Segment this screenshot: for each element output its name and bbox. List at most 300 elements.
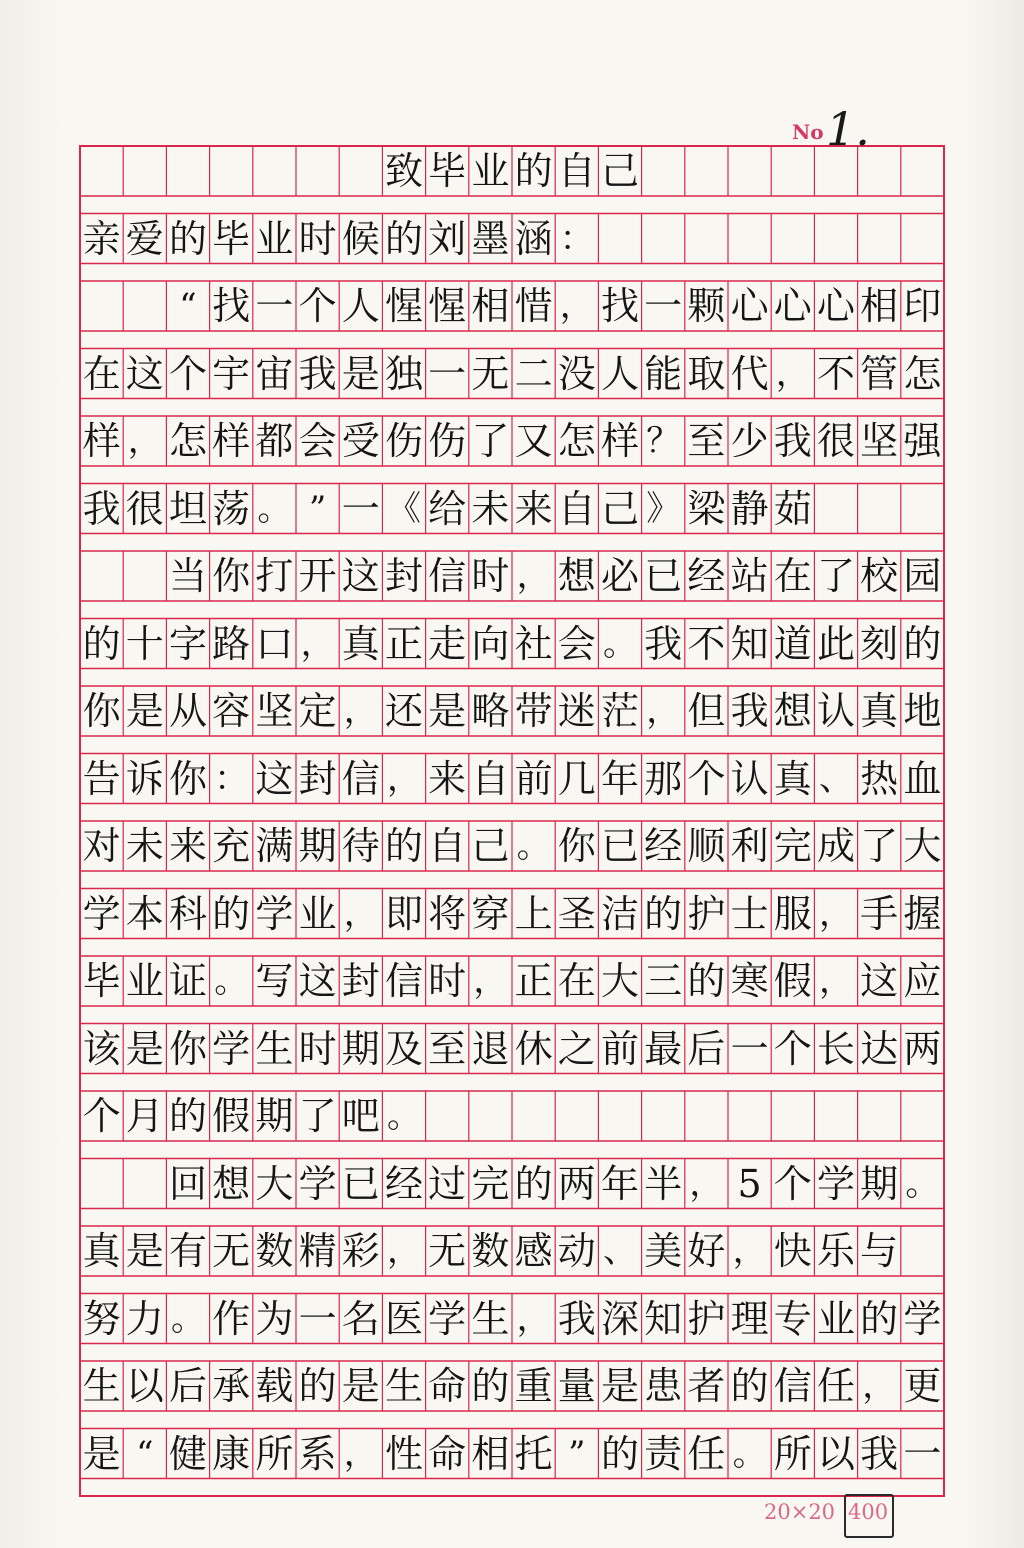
essay-char: 坦	[168, 486, 207, 531]
essay-char: 半	[644, 1161, 683, 1206]
essay-char: 无	[428, 1229, 467, 1273]
essay-char: 这	[341, 554, 380, 598]
essay-char: 封	[298, 756, 337, 801]
essay-char: 好	[687, 1229, 726, 1273]
essay-char: 、	[603, 1231, 637, 1271]
essay-char: 至	[428, 1026, 467, 1071]
essay-char: 自	[557, 486, 596, 531]
essay-char: 个	[82, 1094, 121, 1138]
salutation-char: 爱	[125, 216, 164, 261]
essay-char: 系	[298, 1431, 337, 1476]
essay-char: 的	[903, 621, 942, 666]
essay-char: 大	[600, 959, 639, 1003]
salutation-char: 墨	[471, 216, 510, 261]
essay-char: 大	[255, 1161, 294, 1206]
essay-char: 坚	[860, 419, 899, 463]
essay-char: 的	[384, 824, 423, 868]
essay-char: 即	[384, 891, 423, 936]
essay-char: 自	[471, 756, 510, 801]
essay-char: 个	[687, 756, 726, 801]
salutation-char: 毕	[212, 216, 251, 261]
essay-char: 宙	[255, 351, 294, 396]
essay-char: 理	[730, 1296, 769, 1341]
essay-char: 大	[903, 824, 942, 868]
essay-char: 我	[557, 1296, 596, 1341]
essay-char: ，	[473, 961, 508, 1001]
essay-char: 略	[471, 689, 510, 733]
essay-char: 怎	[168, 419, 207, 463]
essay-char: 开	[298, 554, 337, 598]
essay-char: 数	[471, 1229, 510, 1273]
essay-char: ”	[568, 1433, 586, 1474]
essay-char: 《	[387, 488, 421, 529]
essay-char: 士	[730, 891, 769, 936]
essay-char: 两	[557, 1161, 596, 1206]
essay-char: 在	[82, 351, 121, 396]
essay-char: 怎	[557, 419, 596, 463]
essay-char: 无	[212, 1229, 251, 1273]
essay-char: 十	[125, 621, 164, 666]
essay-char: 茫	[600, 689, 639, 733]
essay-char: 深	[600, 1296, 639, 1341]
salutation-char: 亲	[82, 216, 121, 261]
essay-char: 达	[860, 1026, 899, 1071]
essay-char: 我	[298, 351, 337, 396]
essay-char: 了	[298, 1094, 337, 1138]
essay-char: 都	[255, 419, 294, 463]
essay-char: 者	[687, 1364, 726, 1408]
essay-char: ，	[732, 1231, 767, 1271]
essay-char: 数	[255, 1229, 294, 1273]
salutation-char: 的	[384, 216, 423, 261]
essay-char: 命	[428, 1431, 467, 1476]
essay-char: ，	[862, 1366, 897, 1406]
essay-char: 此	[816, 621, 855, 666]
essay-char: 以	[816, 1431, 855, 1476]
essay-char: 坚	[255, 689, 294, 733]
essay-char: 生	[471, 1296, 510, 1341]
essay-char: 护	[687, 1296, 726, 1341]
salutation-char: ：	[559, 218, 594, 259]
essay-char: ，	[300, 623, 335, 664]
essay-char: 前	[514, 756, 553, 801]
essay-char: 定	[298, 689, 337, 733]
essay-char: 月	[125, 1094, 164, 1138]
essay-char: 后	[687, 1026, 726, 1071]
essay-char: 道	[773, 621, 812, 666]
essay-char: 不	[816, 351, 855, 396]
essay-char: 信	[341, 756, 380, 801]
essay-char: 已	[600, 824, 639, 868]
handwritten-page-number: 1.	[826, 102, 870, 156]
essay-char: 真	[341, 621, 380, 666]
essay-char: 想	[212, 1161, 251, 1206]
essay-char: 休	[514, 1026, 553, 1071]
essay-char: 医	[384, 1296, 423, 1341]
essay-char: 代	[730, 351, 769, 396]
essay-char: 没	[557, 351, 596, 396]
essay-char: 学	[903, 1296, 942, 1341]
essay-char: 梁	[687, 486, 726, 531]
essay-char: 时	[428, 959, 467, 1003]
essay-char: 在	[773, 554, 812, 598]
essay-char: 及	[384, 1026, 423, 1071]
essay-char: 快	[773, 1229, 812, 1273]
essay-char: 所	[255, 1431, 294, 1476]
essay-char: 任	[816, 1364, 855, 1408]
essay-char: ，	[646, 691, 681, 731]
essay-char: 几	[557, 756, 596, 801]
essay-char: ，	[127, 421, 162, 461]
essay-char: 努	[82, 1296, 121, 1341]
essay-char: 人	[341, 284, 380, 328]
essay-char: 命	[428, 1364, 467, 1408]
essay-char: 生	[255, 1026, 294, 1071]
essay-char: 吧	[341, 1094, 380, 1138]
essay-char: 在	[557, 959, 596, 1003]
essay-char: 以	[125, 1364, 164, 1408]
essay-char: 患	[644, 1364, 683, 1408]
essay-char: 但	[687, 689, 726, 733]
essay-char: 未	[125, 824, 164, 868]
essay-char: “	[136, 1433, 154, 1474]
essay-char: 站	[730, 554, 769, 598]
essay-char: ，	[689, 1163, 724, 1204]
essay-char: 己	[471, 824, 510, 868]
essay-char: 认	[816, 689, 855, 733]
essay-char: 学	[212, 1026, 251, 1071]
essay-char: 待	[341, 824, 380, 868]
essay-char: 的	[168, 1094, 207, 1138]
essay-char: 静	[730, 486, 769, 531]
essay-char: 期	[255, 1094, 294, 1138]
essay-char: 怎	[903, 351, 942, 396]
salutation-char: 时	[298, 216, 337, 261]
essay-char: ，	[559, 286, 594, 326]
salutation-char: 业	[255, 216, 294, 261]
essay-char: 。	[387, 1096, 421, 1136]
essay-char: 穿	[471, 891, 510, 936]
essay-char: 封	[341, 959, 380, 1003]
essay-char: 路	[212, 621, 251, 666]
essay-char: 动	[557, 1229, 596, 1273]
essay-char: 知	[730, 621, 769, 666]
essay-char: 经	[384, 1161, 423, 1206]
essay-char: 为	[255, 1296, 294, 1341]
essay-char: 正	[514, 959, 553, 1003]
essay-char: 还	[384, 689, 423, 733]
essay-char: 己	[600, 486, 639, 531]
essay-char: 心	[730, 284, 769, 328]
essay-char: 期	[860, 1161, 899, 1206]
essay-char: 无	[471, 351, 510, 396]
essay-char: 是	[428, 689, 467, 733]
essay-char: 一	[644, 284, 683, 328]
essay-char: 给	[428, 486, 467, 531]
essay-char: 写	[255, 959, 294, 1003]
essay-char: 、	[819, 758, 853, 799]
essay-char: 业	[298, 891, 337, 936]
essay-char: 乐	[816, 1229, 855, 1273]
essay-char: 的	[298, 1364, 337, 1408]
essay-char: 伤	[428, 419, 467, 463]
essay-char: 顺	[687, 824, 726, 868]
essay-char: 是	[341, 1364, 380, 1408]
essay-char: 信	[384, 959, 423, 1003]
essay-char: 的	[212, 891, 251, 936]
salutation-char: 的	[168, 216, 207, 261]
essay-char: 证	[168, 959, 207, 1003]
essay-char: 颗	[687, 284, 726, 328]
essay-char: 是	[341, 351, 380, 396]
essay-char: 了	[816, 554, 855, 598]
essay-char: 很	[125, 486, 164, 531]
essay-char: 彩	[341, 1229, 380, 1273]
essay-char: 社	[514, 621, 553, 666]
essay-char: 的	[600, 1431, 639, 1476]
essay-char: ：	[214, 758, 249, 799]
essay-char: 惜	[514, 284, 553, 328]
essay-char: 园	[903, 554, 942, 598]
essay-char: 刻	[860, 621, 899, 666]
essay-char: 力	[125, 1296, 164, 1341]
essay-char: 退	[471, 1026, 510, 1071]
essay-char: 你	[82, 689, 121, 733]
essay-char: 对	[82, 824, 121, 868]
essay-char: 想	[557, 554, 596, 598]
essay-char: 一	[903, 1431, 942, 1476]
essay-title-char: 致	[384, 149, 423, 193]
essay-char: 我	[644, 621, 683, 666]
essay-char: 寒	[730, 959, 769, 1003]
essay-char: 是	[125, 1026, 164, 1071]
essay-char: 血	[903, 756, 942, 801]
essay-char: 完	[773, 824, 812, 868]
essay-char: 告	[82, 756, 121, 801]
essay-char: 。	[171, 1298, 205, 1339]
essay-char: 手	[860, 891, 899, 936]
essay-char: 的	[514, 1161, 553, 1206]
essay-char: 的	[860, 1296, 899, 1341]
essay-char: 的	[687, 959, 726, 1003]
essay-char: 相	[471, 284, 510, 328]
essay-char: 假	[212, 1094, 251, 1138]
essay-char: 满	[255, 824, 294, 868]
essay-char: 的	[471, 1364, 510, 1408]
essay-char: 惺	[384, 284, 423, 328]
essay-char: 过	[428, 1161, 467, 1206]
essay-char: 两	[903, 1026, 942, 1071]
essay-char: 当	[168, 554, 207, 598]
essay-char: 生	[82, 1364, 121, 1408]
essay-char: 封	[384, 554, 423, 598]
essay-char: 一	[730, 1026, 769, 1071]
essay-char: 个	[773, 1026, 812, 1071]
essay-char: 了	[471, 419, 510, 463]
essay-char: 校	[860, 554, 899, 598]
essay-char: 服	[773, 891, 812, 936]
essay-char: 我	[82, 486, 121, 531]
essay-char: 与	[860, 1229, 899, 1273]
essay-char: 管	[860, 351, 899, 396]
essay-char: 一	[298, 1296, 337, 1341]
essay-char: 精	[298, 1229, 337, 1273]
essay-char: 科	[168, 891, 207, 936]
essay-char: 所	[773, 1431, 812, 1476]
essay-char: 找	[212, 284, 251, 328]
essay-char: 热	[860, 756, 899, 801]
essay-char: 想	[773, 689, 812, 733]
essay-char: ”	[308, 488, 327, 529]
essay-char: 责	[644, 1431, 683, 1476]
essay-char: 取	[687, 351, 726, 396]
essay-char: 假	[773, 959, 812, 1003]
essay-char: 已	[644, 554, 683, 598]
essay-char: 未	[471, 486, 510, 531]
essay-char: “	[179, 286, 197, 326]
essay-char: 经	[644, 824, 683, 868]
essay-char: 知	[644, 1296, 683, 1341]
essay-char: 能	[644, 351, 683, 396]
essay-char: 我	[730, 689, 769, 733]
essay-char: 你	[557, 824, 596, 868]
essay-char: 》	[646, 488, 681, 529]
essay-char: 相	[860, 284, 899, 328]
essay-char: 一	[341, 486, 380, 531]
essay-char: 走	[428, 621, 467, 666]
essay-char: 来	[428, 756, 467, 801]
essay-char: ，	[343, 893, 378, 934]
essay-char: 伤	[384, 419, 423, 463]
essay-char: 二	[514, 351, 553, 396]
essay-char: 人	[600, 351, 639, 396]
grid-spec-label: 20×20	[764, 1500, 836, 1524]
essay-char: 找	[600, 284, 639, 328]
essay-char: 的	[644, 891, 683, 936]
essay-char: 印	[903, 284, 942, 328]
essay-char: 至	[687, 419, 726, 463]
essay-char: 是	[125, 689, 164, 733]
essay-char: 。	[603, 623, 637, 664]
essay-char: ，	[387, 758, 421, 799]
essay-char: 康	[212, 1431, 251, 1476]
essay-char: 学	[82, 891, 121, 936]
essay-char: 时	[471, 554, 510, 598]
essay-title-char: 己	[600, 149, 639, 193]
essay-char: 。	[732, 1433, 767, 1474]
essay-char: 生	[384, 1364, 423, 1408]
essay-char: 后	[168, 1364, 207, 1408]
essay-char: 字	[168, 621, 207, 666]
essay-char: 最	[644, 1026, 683, 1071]
essay-char: ，	[516, 1298, 551, 1339]
essay-title-char: 自	[557, 149, 596, 193]
essay-char: 的	[82, 621, 121, 666]
essay-char: 承	[212, 1364, 251, 1408]
essay-char: 任	[687, 1431, 726, 1476]
essay-char: 打	[255, 554, 294, 598]
essay-char: ，	[819, 893, 853, 934]
essay-char: 你	[168, 1026, 207, 1071]
essay-char: 宇	[212, 351, 251, 396]
essay-char: 感	[514, 1229, 553, 1273]
essay-char: 不	[687, 621, 726, 666]
essay-char: 护	[687, 891, 726, 936]
essay-char: 强	[903, 419, 942, 463]
essay-char: 毕	[82, 959, 121, 1003]
essay-char: 载	[255, 1364, 294, 1408]
essay-char: 圣	[557, 891, 596, 936]
essay-char: ，	[387, 1231, 421, 1271]
essay-char: 来	[514, 486, 553, 531]
essay-char: 地	[903, 689, 942, 733]
essay-char: ，	[775, 353, 810, 394]
essay-char: 。	[516, 826, 551, 866]
essay-char: 是	[600, 1364, 639, 1408]
essay-char: 学	[816, 1161, 855, 1206]
essay-char: 带	[514, 689, 553, 733]
essay-char: 利	[730, 824, 769, 868]
grid-total-label: 400	[848, 1500, 889, 1524]
essay-char: 回	[168, 1161, 207, 1206]
essay-char: 了	[860, 824, 899, 868]
essay-char: 应	[903, 959, 942, 1003]
essay-char: 正	[384, 621, 423, 666]
essay-char: 学	[298, 1161, 337, 1206]
essay-char: 会	[298, 419, 337, 463]
essay-char: 握	[903, 891, 942, 936]
essay-char: ，	[343, 1433, 378, 1474]
essay-char: 本	[125, 891, 164, 936]
essay-char: 名	[341, 1296, 380, 1341]
essay-char: 时	[298, 1026, 337, 1071]
essay-char: ，	[819, 961, 853, 1001]
essay-char: 成	[816, 824, 855, 868]
essay-char: 我	[860, 1431, 899, 1476]
essay-char: 。	[214, 961, 249, 1001]
essay-char: 健	[168, 1431, 207, 1476]
essay-char: 该	[82, 1026, 121, 1071]
essay-char: 托	[514, 1431, 553, 1476]
essay-char: ？	[646, 421, 681, 461]
essay-char: 必	[600, 554, 639, 598]
essay-char: 之	[557, 1026, 596, 1071]
essay-title-char: 毕	[428, 149, 467, 193]
essay-char: 重	[514, 1364, 553, 1408]
essay-char: 前	[600, 1026, 639, 1071]
essay-char: 认	[730, 756, 769, 801]
essay-char: 又	[514, 419, 553, 463]
essay-char: 量	[557, 1364, 596, 1408]
essay-char: 很	[816, 419, 855, 463]
essay-char: 口	[255, 621, 294, 666]
essay-char: 这	[298, 959, 337, 1003]
essay-char: 完	[471, 1161, 510, 1206]
essay-char: 真	[860, 689, 899, 733]
essay-char: 一	[428, 351, 467, 396]
essay-char: 洁	[600, 891, 639, 936]
essay-char: 三	[644, 959, 683, 1003]
essay-char: 茹	[773, 486, 812, 531]
essay-char: 学	[428, 1296, 467, 1341]
essay-char: 经	[687, 554, 726, 598]
essay-char: 少	[730, 419, 769, 463]
essay-char: 受	[341, 419, 380, 463]
essay-char: 专	[773, 1296, 812, 1341]
essay-char: 个	[168, 351, 207, 396]
essay-char: 性	[384, 1431, 423, 1476]
essay-char: 你	[168, 756, 207, 801]
